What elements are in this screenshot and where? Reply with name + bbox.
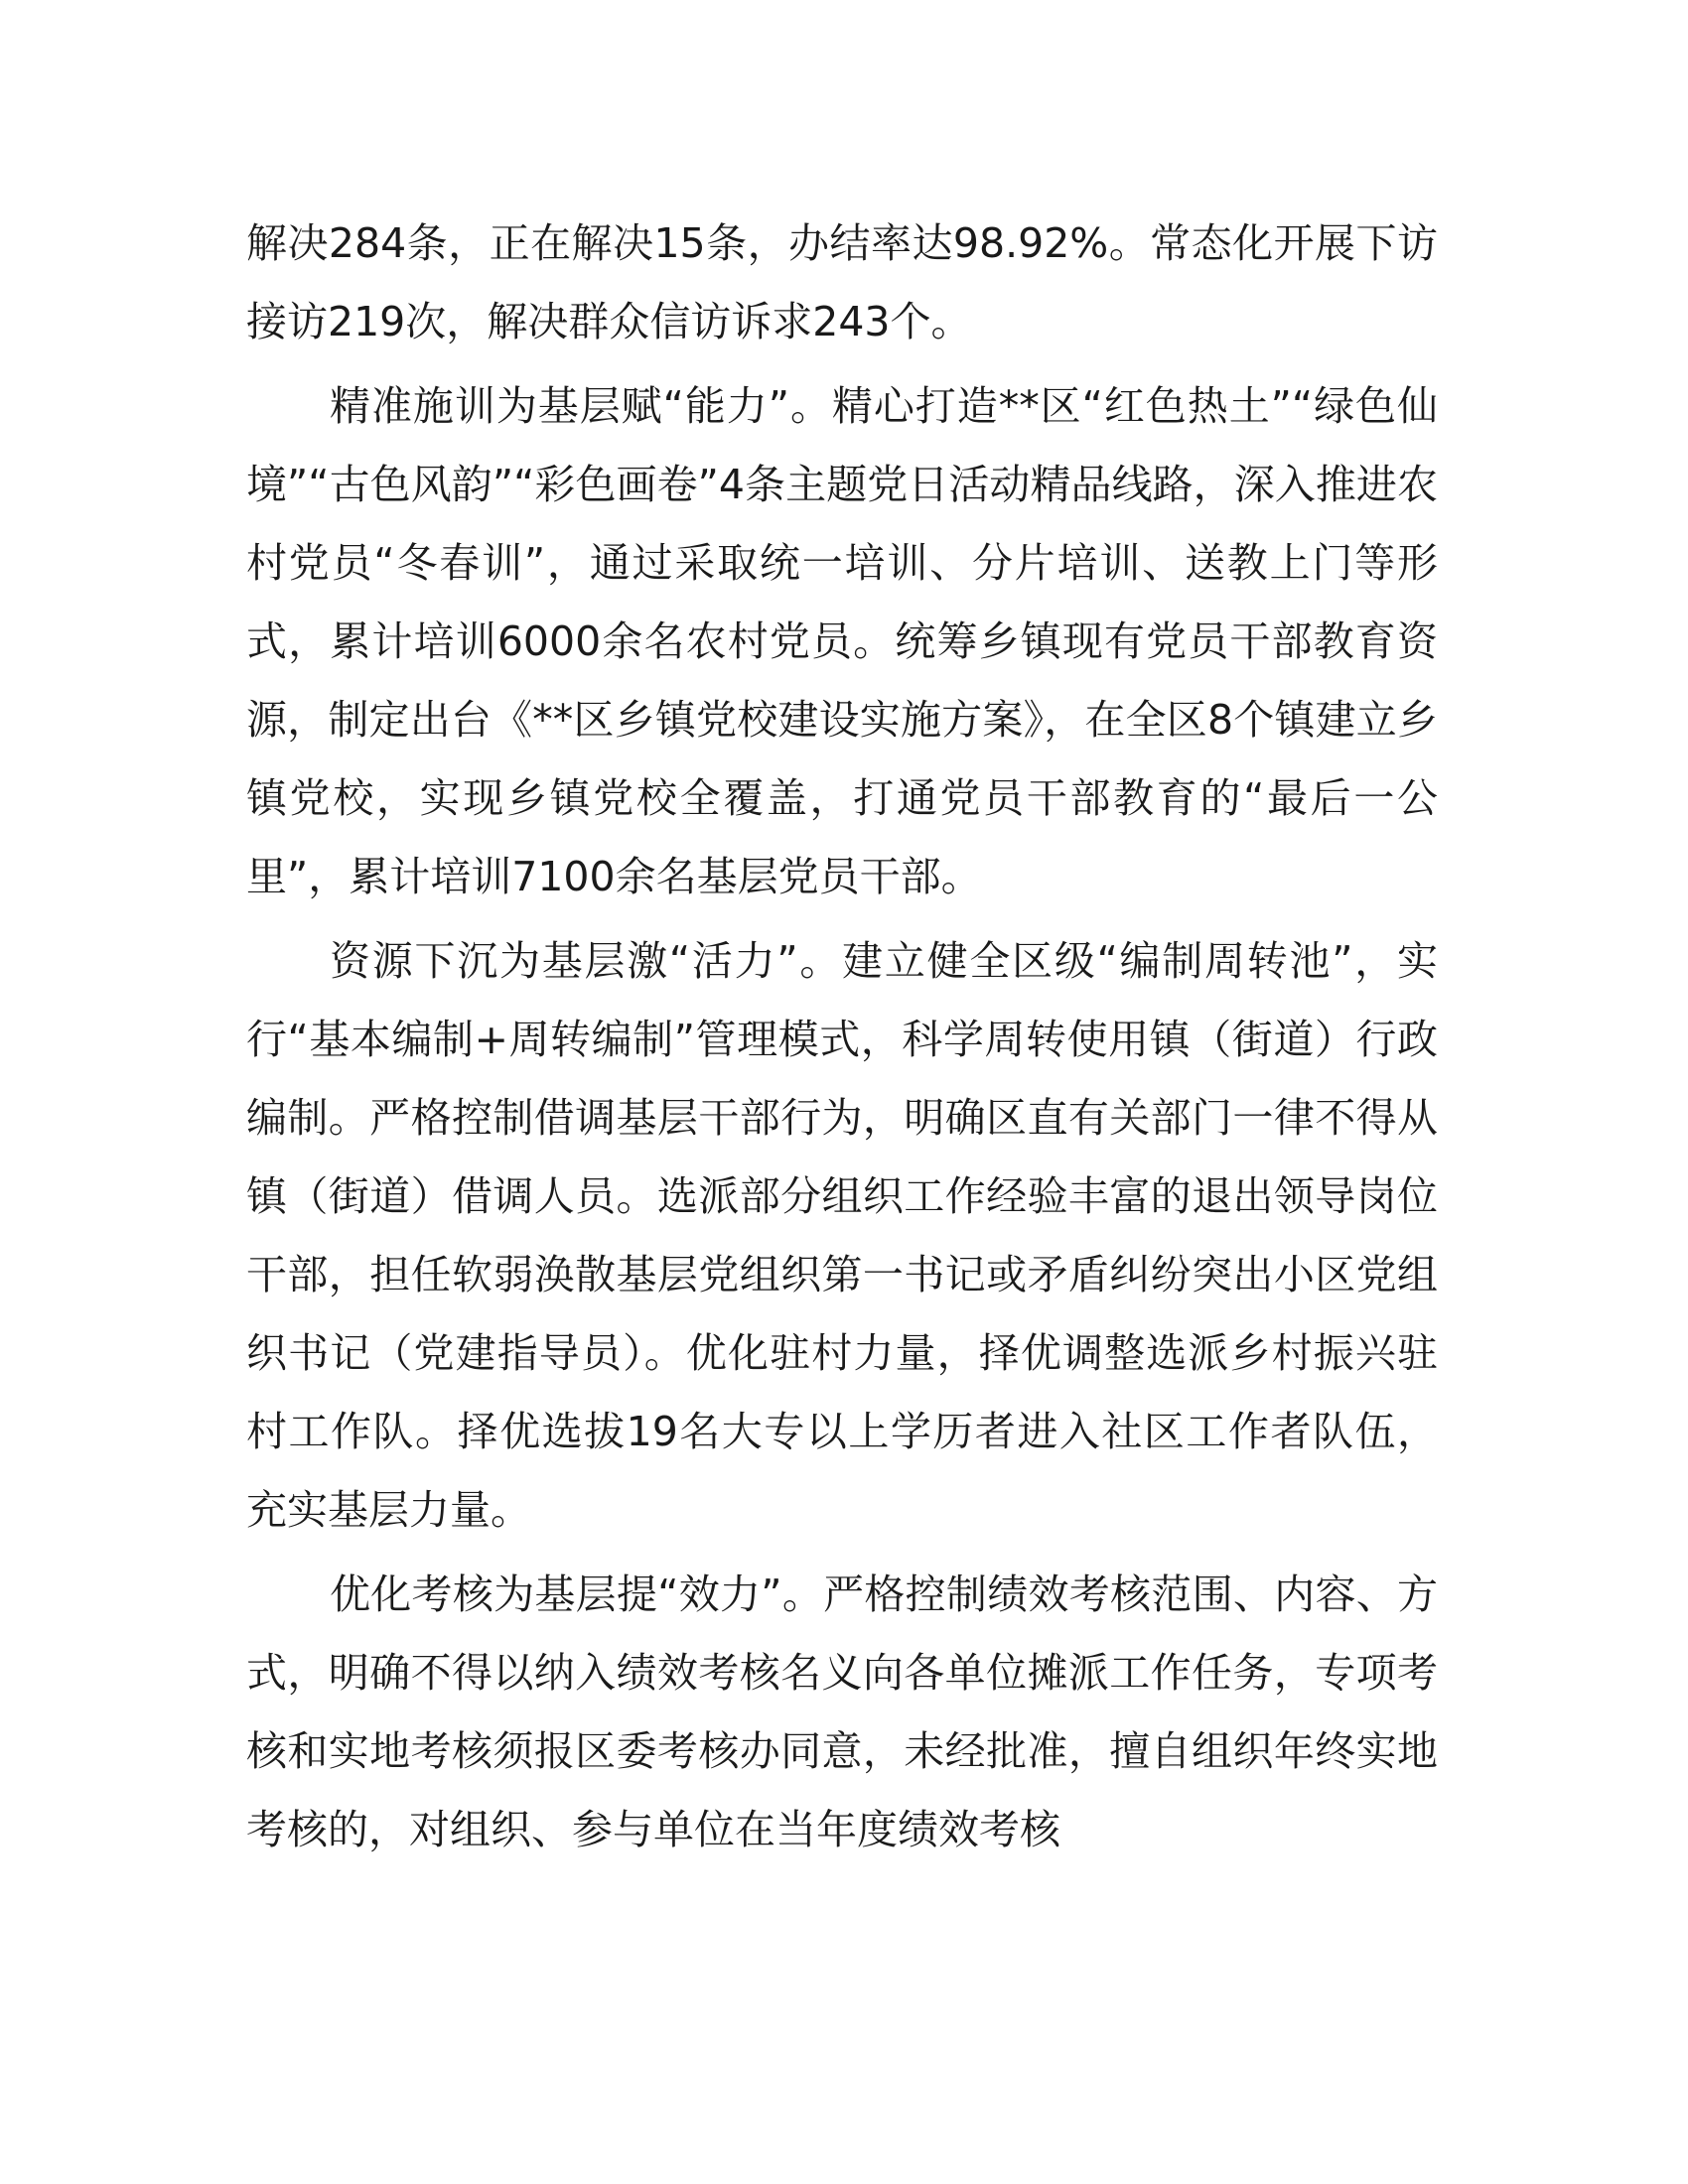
paragraph-assessment: 优化考核为基层提“效力”。严格控制绩效考核范围、内容、方式，明确不得以纳入绩效考核名义向各单位摊派工作任务，专项考核和实地考核须报区委考核办同意，未经批准，擅自组织年终实地考核的，对组织、参与单位在当年度绩效考核 — [246, 1570, 1438, 1853]
paragraph-training: 精准施训为基层赋“能力”。精心打造**区“红色热土”“绿色仙境”“古色风韵”“彩色画卷”4条主题党日活动精品线路，深入推进农村党员“冬春训”，通过采取统一培训、分片培训、送教上门等形式，累计培训6000余名农村党员。统筹乡镇现有党员干部教育资源，制定出台《**区乡镇党校建设实施方案》，在全区8个镇建立乡镇党校，实现乡镇党校全覆盖，打通党员干部教育的“最后一公里”，累计培训7100余名基层党员干部。 — [246, 382, 1438, 900]
paragraph-continuation: 解决284条，正在解决15条，办结率达98.92%。常态化开展下访接访219次，解决群众信访诉求243个。 — [246, 219, 1438, 345]
document-body — [246, 205, 1438, 1875]
paragraph-resources: 资源下沉为基层激“活力”。建立健全区级“编制周转池”，实行“基本编制+周转编制”管理模式，科学周转使用镇（街道）行政编制。严格控制借调基层干部行为，明确区直有关部门一律不得从镇（街道）借调人员。选派部分组织工作经验丰富的退出领导岗位干部，担任软弱涣散基层党组织第一书记或矛盾纠纷突出小区党组织书记（党建指导员）。优化驻村力量，择优调整选派乡村振兴驻村工作队。择优选拔19名大专以上学历者进入社区工作者队伍，充实基层力量。 — [246, 937, 1438, 1534]
